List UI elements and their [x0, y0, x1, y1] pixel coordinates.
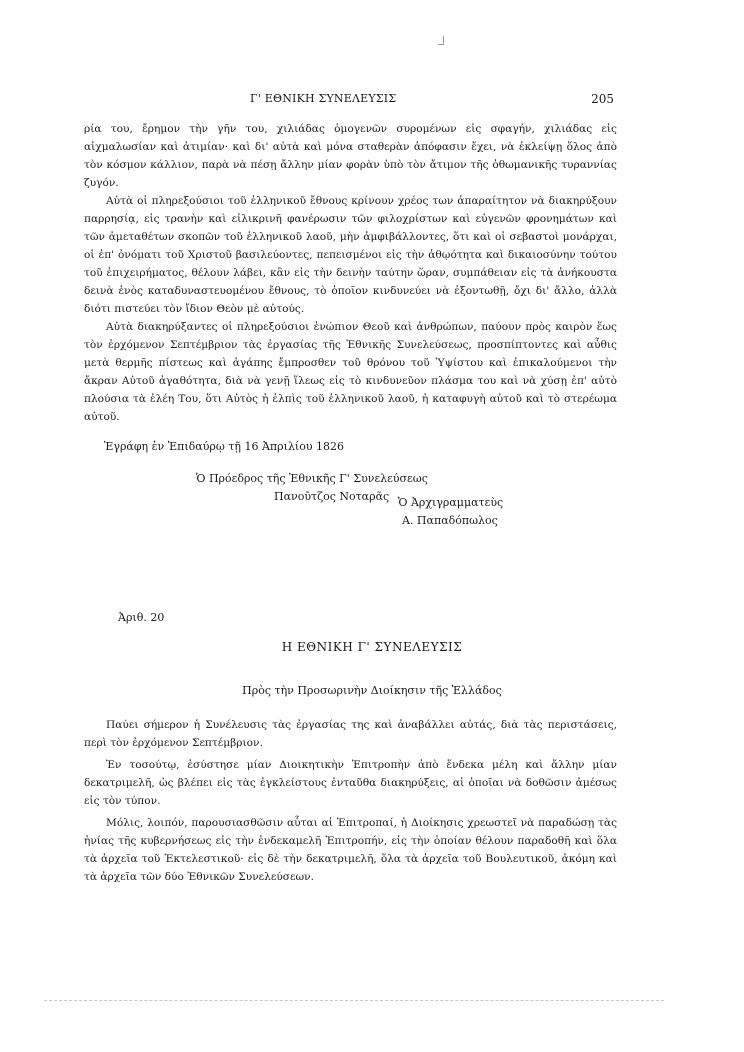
signature-secretary-name: Α. Παπαδόπωλος — [402, 514, 498, 527]
signature-secretary-title: Ὁ Ἀρχιγραμματεὺς — [398, 496, 504, 509]
signature-president-name: Πανοῦτζος Νοταρᾶς — [274, 490, 390, 503]
signature-president-title: Ὁ Πρόεδρος τῆς Ἐθνικῆς Γ' Συνελεύσεως — [196, 472, 428, 485]
footer-rule — [44, 1000, 664, 1001]
scan-mark — [438, 36, 444, 45]
running-title: Γ' ΕΘΝΙΚΗ ΣΥΝΕΛΕΥΣΙΣ — [250, 92, 397, 105]
document-number: Ἀριθ. 20 — [118, 611, 165, 624]
signature-president — [196, 470, 428, 506]
document-heading: Η ΕΘΝΙΚΗ Γ' ΣΥΝΕΛΕΥΣΙΣ — [281, 640, 463, 654]
paragraph-handover: Μόλις, λοιπόν, παρουσιασθῶσιν αὗται αἱ Ἐπιτροπαί, ἡ Διοίκησις χρεωστεῖ νὰ παραδώσῃ τὰς ἡνίας τῆς κυβερνήσεως εἰς τὴν ἑνδεκαμελῆ Ἐπιτροπήν, εἰς τὴν ὁποίαν θέλουν παραδοθῆ καὶ ὅλα τὰ ἀρχεῖα τοῦ Ἐκτελεστικοῦ· εἰς δὲ τὴν δεκατριμελῆ, ὅλα τὰ ἀρχεῖα τοῦ Βουλευτικοῦ, ἀκόμη καὶ τὰ ἀρχεῖα τῶν δύο Ἐθνικῶν Συνελεύσεων. — [84, 817, 617, 883]
page-number: 205 — [591, 92, 614, 106]
paragraph-continuation: ρία του, ἔρημον τὴν γῆν του, χιλιάδας ὁμογενῶν συρομένων εἰς σφαγήν, χιλιάδας εἰς αἰχμαλωσίαν καὶ ἀτιμίαν· καὶ δι' αὐτὰ καὶ μόνα σταθερὰν ἀπόφασιν ἔχει, νὰ ἐκλείψῃ ὅλος ἀπὸ τὸν κόσμον κάλλιον, παρὰ νὰ πέσῃ ἄλλην μίαν φορὰν ὑπὸ τὸν ἄτιμον τῆς ὀθωμανικῆς τυραννίας ζυγόν. — [84, 123, 617, 189]
paragraph-adjournment: Αὐτὰ διακηρύξαντες οἱ πληρεξούσιοι ἐνώπιον Θεοῦ καὶ ἀνθρώπων, παύουν πρὸς καιρὸν ἕως τὸν ἐρχόμενον Σεπτέμβριον τὰς ἐργασίας τῆς Ἐθνικῆς Συνελεύσεως, προσπίπτοντες καὶ αὖθις μετὰ θερμῆς πίστεως καὶ ἀγάπης ἔμπροσθεν τοῦ θρόνου τοῦ Ὑψίστου καὶ ἐπικαλούμενοι τὴν ἄκραν Αὐτοῦ ἀγαθότητα, διὰ νὰ γενῇ ἵλεως εἰς τὸ κινδυνεῦον πλάσμα του καὶ νὰ χύσῃ ἐπ' αὐτὸ πλούσια τὰ ἐλέη Του, ὅτι Αὐτὸς ἡ ἐλπὶς τοῦ ἑλληνικοῦ λαοῦ, ἡ καταφυγὴ αὐτοῦ καὶ τὸ στερέωμα αὐτοῦ. — [84, 321, 617, 423]
date-line: Ἐγράφη ἐν Ἐπιδαύρῳ τῇ 16 Ἀπριλίου 1826 — [104, 440, 345, 453]
paragraph-declaration: Αὐτὰ οἱ πληρεξούσιοι τοῦ ἑλληνικοῦ ἔθνους κρίνουν χρέος των ἀπαραίτητον νὰ διακηρύξουν παρρησίᾳ, εἰς τρανὴν καὶ εἰλικρινῆ φανέρωσιν τῶν φιλοχρίστων καὶ εὐγενῶν φρονημάτων καὶ τῶν ἀμεταθέτων σκοπῶν τοῦ ἑλληνικοῦ λαοῦ, μὴν ἀμφιβάλλοντες, ὅτι καὶ οἱ σεβαστοὶ μονάρχαι, οἱ ἐπ' ὀνόματι τοῦ Χριστοῦ βασιλεύοντες, πεπεισμένοι εἰς τὴν ἀθῳότητα καὶ δικαιοσύνην τούτου τοῦ ἐπιχειρήματος, θέλουν λάβει, κἂν εἰς τὴν δεινὴν ταύτην ὥραν, συμπάθειαν εἰς τὰ ἀνήκουστα δεινὰ ἑνὸς καταδυναστευομένου ἔθνους, τὸ ὁποῖον κινδυνεύει νὰ ἐξοντωθῇ, ὄχι δι' ἄλλο, ἀλλὰ διότι πιστεύει τὸν ἴδιον Θεὸν μὲ αὐτούς. — [84, 195, 617, 315]
paragraph-committees: Ἐν τοσούτῳ, ἐσύστησε μίαν Διοικητικὴν Ἐπιτροπὴν ἀπὸ ἕνδεκα μέλη καὶ ἄλλην μίαν δεκατριμελῆ, ὡς βλέπει εἰς τὰς ἐγκλείστους ἐνταῦθα διακηρύξεις, αἱ ὁποῖαι νὰ δοθῶσιν ἀμέσως εἰς τὸν τύπον. — [84, 759, 617, 807]
signature-secretary — [398, 494, 503, 530]
second-section-body — [84, 716, 617, 886]
paragraph-session-ends: Παύει σήμερον ἡ Συνέλευσις τὰς ἐργασίας της καὶ ἀναβάλλει αὐτάς, διὰ τὰς περιστάσεις, περὶ τὸν ἐρχόμενον Σεπτέμβριον. — [84, 719, 617, 749]
first-section-body — [84, 120, 617, 426]
page-header — [0, 92, 744, 108]
document-subheading: Πρὸς τὴν Προσωρινὴν Διοίκησιν τῆς Ἑλλάδος — [242, 684, 502, 697]
